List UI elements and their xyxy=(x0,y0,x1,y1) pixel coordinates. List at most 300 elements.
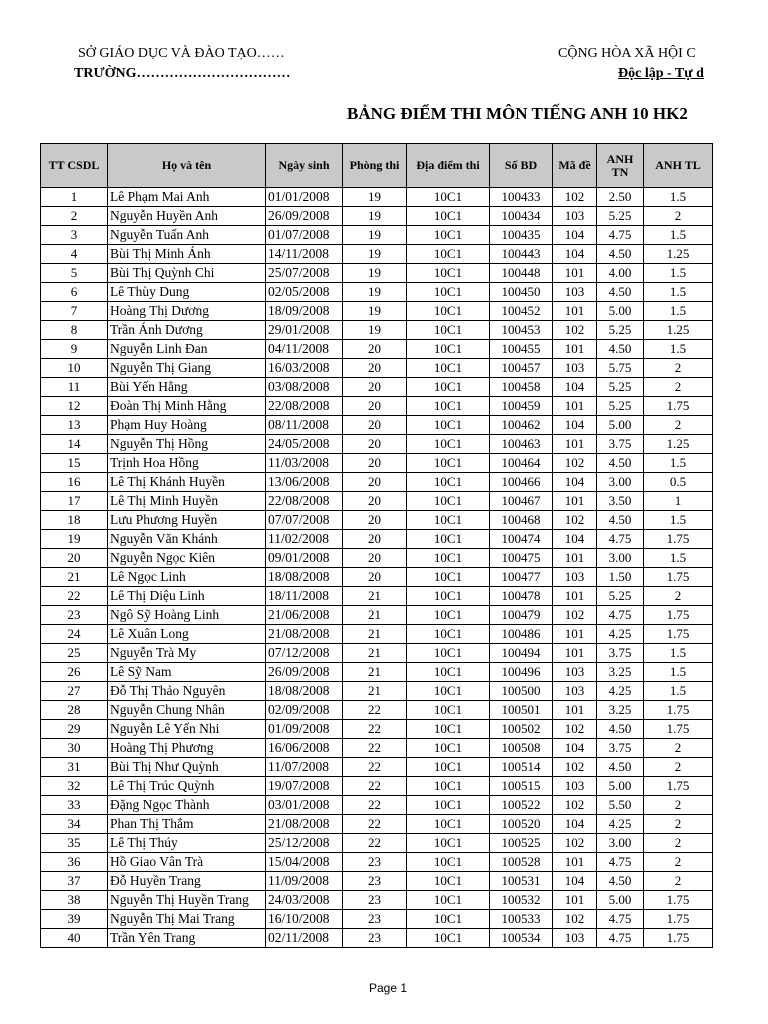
anh-tn-score-cell: 5.00 xyxy=(597,416,644,435)
candidate-number-cell: 100514 xyxy=(490,758,553,777)
candidate-number-cell: 100457 xyxy=(490,359,553,378)
anh-tl-score-cell: 1.5 xyxy=(644,644,713,663)
birth-date-cell: 16/10/2008 xyxy=(266,910,343,929)
national-title: CỘNG HÒA XÃ HỘI C xyxy=(558,46,696,61)
student-name-cell: Lê Thùy Dung xyxy=(108,283,266,302)
row-number-cell: 6 xyxy=(41,283,108,302)
anh-tn-score-cell: 3.00 xyxy=(597,549,644,568)
table-row xyxy=(41,853,713,872)
student-name-cell: Nguyễn Linh Đan xyxy=(108,340,266,359)
anh-tn-score-cell: 4.75 xyxy=(597,606,644,625)
exam-location-cell: 10C1 xyxy=(407,891,490,910)
student-name-cell: Bùi Yến Hằng xyxy=(108,378,266,397)
table-row xyxy=(41,188,713,207)
anh-tl-score-cell: 1.75 xyxy=(644,625,713,644)
exam-room-cell: 22 xyxy=(343,796,407,815)
table-row xyxy=(41,473,713,492)
table-row xyxy=(41,340,713,359)
anh-tn-score-cell: 4.25 xyxy=(597,815,644,834)
candidate-number-cell: 100515 xyxy=(490,777,553,796)
student-name-cell: Phạm Huy Hoàng xyxy=(108,416,266,435)
birth-date-cell: 13/06/2008 xyxy=(266,473,343,492)
exam-room-cell: 19 xyxy=(343,245,407,264)
candidate-number-cell: 100452 xyxy=(490,302,553,321)
exam-code-cell: 103 xyxy=(553,568,597,587)
row-number-cell: 1 xyxy=(41,188,108,207)
anh-tl-score-cell: 1.75 xyxy=(644,929,713,948)
exam-code-cell: 101 xyxy=(553,302,597,321)
candidate-number-cell: 100496 xyxy=(490,663,553,682)
exam-room-cell: 23 xyxy=(343,853,407,872)
anh-tn-score-cell: 4.75 xyxy=(597,910,644,929)
birth-date-cell: 16/06/2008 xyxy=(266,739,343,758)
anh-tl-score-cell: 1.75 xyxy=(644,701,713,720)
table-row xyxy=(41,910,713,929)
birth-date-cell: 11/07/2008 xyxy=(266,758,343,777)
exam-code-cell: 101 xyxy=(553,549,597,568)
anh-tl-score-cell: 1.75 xyxy=(644,910,713,929)
exam-code-cell: 104 xyxy=(553,245,597,264)
candidate-number-cell: 100467 xyxy=(490,492,553,511)
table-row xyxy=(41,359,713,378)
exam-room-cell: 20 xyxy=(343,340,407,359)
anh-tn-score-cell: 3.00 xyxy=(597,834,644,853)
exam-location-cell: 10C1 xyxy=(407,625,490,644)
student-name-cell: Trần Ánh Dương xyxy=(108,321,266,340)
anh-tl-score-cell: 1.5 xyxy=(644,283,713,302)
exam-code-cell: 102 xyxy=(553,454,597,473)
exam-location-cell: 10C1 xyxy=(407,397,490,416)
anh-tl-score-cell: 0.5 xyxy=(644,473,713,492)
exam-code-cell: 104 xyxy=(553,815,597,834)
birth-date-cell: 18/08/2008 xyxy=(266,682,343,701)
anh-tn-score-cell: 2.50 xyxy=(597,188,644,207)
exam-location-cell: 10C1 xyxy=(407,682,490,701)
anh-tl-score-cell: 2 xyxy=(644,378,713,397)
table-row xyxy=(41,606,713,625)
table-row xyxy=(41,796,713,815)
row-number-cell: 32 xyxy=(41,777,108,796)
row-number-cell: 28 xyxy=(41,701,108,720)
exam-location-cell: 10C1 xyxy=(407,530,490,549)
candidate-number-cell: 100474 xyxy=(490,530,553,549)
exam-code-cell: 102 xyxy=(553,511,597,530)
student-name-cell: Đoàn Thị Minh Hằng xyxy=(108,397,266,416)
anh-tl-score-cell: 1.75 xyxy=(644,777,713,796)
exam-room-cell: 21 xyxy=(343,625,407,644)
anh-tl-score-cell: 2 xyxy=(644,834,713,853)
exam-code-cell: 104 xyxy=(553,739,597,758)
exam-location-cell: 10C1 xyxy=(407,720,490,739)
anh-tn-score-cell: 3.50 xyxy=(597,492,644,511)
exam-location-cell: 10C1 xyxy=(407,416,490,435)
table-row xyxy=(41,682,713,701)
anh-tl-score-cell: 1.5 xyxy=(644,302,713,321)
exam-code-cell: 102 xyxy=(553,720,597,739)
birth-date-cell: 24/03/2008 xyxy=(266,891,343,910)
row-number-cell: 33 xyxy=(41,796,108,815)
exam-location-cell: 10C1 xyxy=(407,853,490,872)
grades-table xyxy=(40,143,713,948)
exam-code-cell: 101 xyxy=(553,435,597,454)
anh-tl-score-cell: 1.5 xyxy=(644,340,713,359)
exam-location-cell: 10C1 xyxy=(407,283,490,302)
national-motto: Độc lập - Tự d xyxy=(618,66,704,81)
exam-room-cell: 20 xyxy=(343,378,407,397)
birth-date-cell: 01/01/2008 xyxy=(266,188,343,207)
exam-room-cell: 23 xyxy=(343,910,407,929)
anh-tn-score-cell: 5.25 xyxy=(597,397,644,416)
anh-tn-score-cell: 4.75 xyxy=(597,530,644,549)
exam-room-cell: 21 xyxy=(343,663,407,682)
student-name-cell: Nguyễn Huyền Anh xyxy=(108,207,266,226)
exam-location-cell: 10C1 xyxy=(407,378,490,397)
student-name-cell: Lưu Phương Huyền xyxy=(108,511,266,530)
anh-tn-score-cell: 4.75 xyxy=(597,929,644,948)
student-name-cell: Nguyễn Lê Yến Nhi xyxy=(108,720,266,739)
anh-tn-score-cell: 4.50 xyxy=(597,245,644,264)
exam-room-cell: 23 xyxy=(343,891,407,910)
student-name-cell: Hoàng Thị Dương xyxy=(108,302,266,321)
table-row xyxy=(41,777,713,796)
table-row xyxy=(41,397,713,416)
student-name-cell: Hồ Giao Vân Trà xyxy=(108,853,266,872)
exam-code-cell: 101 xyxy=(553,701,597,720)
birth-date-cell: 24/05/2008 xyxy=(266,435,343,454)
exam-room-cell: 20 xyxy=(343,454,407,473)
row-number-cell: 15 xyxy=(41,454,108,473)
student-name-cell: Nguyễn Văn Khánh xyxy=(108,530,266,549)
anh-tn-score-cell: 4.00 xyxy=(597,264,644,283)
exam-code-cell: 101 xyxy=(553,853,597,872)
exam-code-cell: 104 xyxy=(553,872,597,891)
column-header-name: Họ và tên xyxy=(108,144,266,188)
student-name-cell: Trần Yên Trang xyxy=(108,929,266,948)
exam-code-cell: 101 xyxy=(553,264,597,283)
table-row xyxy=(41,226,713,245)
candidate-number-cell: 100463 xyxy=(490,435,553,454)
table-row xyxy=(41,454,713,473)
exam-code-cell: 101 xyxy=(553,587,597,606)
anh-tl-score-cell: 1.5 xyxy=(644,226,713,245)
anh-tl-score-cell: 1.5 xyxy=(644,663,713,682)
exam-location-cell: 10C1 xyxy=(407,226,490,245)
candidate-number-cell: 100528 xyxy=(490,853,553,872)
birth-date-cell: 25/12/2008 xyxy=(266,834,343,853)
table-row xyxy=(41,739,713,758)
table-row xyxy=(41,815,713,834)
exam-location-cell: 10C1 xyxy=(407,758,490,777)
birth-date-cell: 07/07/2008 xyxy=(266,511,343,530)
exam-room-cell: 20 xyxy=(343,435,407,454)
table-row xyxy=(41,568,713,587)
exam-room-cell: 20 xyxy=(343,568,407,587)
candidate-number-cell: 100479 xyxy=(490,606,553,625)
exam-location-cell: 10C1 xyxy=(407,701,490,720)
table-row xyxy=(41,511,713,530)
anh-tn-score-cell: 4.50 xyxy=(597,872,644,891)
anh-tl-score-cell: 2 xyxy=(644,416,713,435)
birth-date-cell: 26/09/2008 xyxy=(266,663,343,682)
exam-code-cell: 101 xyxy=(553,492,597,511)
anh-tl-score-cell: 1.75 xyxy=(644,720,713,739)
birth-date-cell: 03/01/2008 xyxy=(266,796,343,815)
exam-code-cell: 102 xyxy=(553,834,597,853)
student-name-cell: Trịnh Hoa Hồng xyxy=(108,454,266,473)
exam-code-cell: 101 xyxy=(553,397,597,416)
birth-date-cell: 14/11/2008 xyxy=(266,245,343,264)
row-number-cell: 24 xyxy=(41,625,108,644)
exam-location-cell: 10C1 xyxy=(407,264,490,283)
candidate-number-cell: 100478 xyxy=(490,587,553,606)
exam-room-cell: 21 xyxy=(343,587,407,606)
anh-tn-score-cell: 5.25 xyxy=(597,207,644,226)
table-header-row xyxy=(41,144,713,188)
row-number-cell: 3 xyxy=(41,226,108,245)
anh-tl-score-cell: 1.5 xyxy=(644,264,713,283)
row-number-cell: 38 xyxy=(41,891,108,910)
anh-tl-score-cell: 2 xyxy=(644,207,713,226)
table-row xyxy=(41,302,713,321)
candidate-number-cell: 100533 xyxy=(490,910,553,929)
exam-room-cell: 20 xyxy=(343,530,407,549)
candidate-number-cell: 100525 xyxy=(490,834,553,853)
student-name-cell: Lê Phạm Mai Anh xyxy=(108,188,266,207)
table-row xyxy=(41,264,713,283)
student-name-cell: Đặng Ngọc Thành xyxy=(108,796,266,815)
table-row xyxy=(41,549,713,568)
student-name-cell: Lê Thị Minh Huyền xyxy=(108,492,266,511)
birth-date-cell: 18/09/2008 xyxy=(266,302,343,321)
anh-tn-score-cell: 3.00 xyxy=(597,473,644,492)
table-row xyxy=(41,435,713,454)
student-name-cell: Nguyễn Thị Hồng xyxy=(108,435,266,454)
birth-date-cell: 15/04/2008 xyxy=(266,853,343,872)
student-name-cell: Ngô Sỹ Hoàng Linh xyxy=(108,606,266,625)
column-header-exam-code: Mã đề xyxy=(553,144,597,188)
birth-date-cell: 16/03/2008 xyxy=(266,359,343,378)
exam-code-cell: 103 xyxy=(553,283,597,302)
birth-date-cell: 01/07/2008 xyxy=(266,226,343,245)
exam-code-cell: 104 xyxy=(553,226,597,245)
table-row xyxy=(41,492,713,511)
anh-tn-score-cell: 3.75 xyxy=(597,739,644,758)
candidate-number-cell: 100532 xyxy=(490,891,553,910)
candidate-number-cell: 100434 xyxy=(490,207,553,226)
anh-tl-score-cell: 2 xyxy=(644,587,713,606)
candidate-number-cell: 100464 xyxy=(490,454,553,473)
birth-date-cell: 02/11/2008 xyxy=(266,929,343,948)
row-number-cell: 12 xyxy=(41,397,108,416)
exam-location-cell: 10C1 xyxy=(407,644,490,663)
anh-tl-score-cell: 2 xyxy=(644,359,713,378)
exam-room-cell: 21 xyxy=(343,682,407,701)
exam-room-cell: 22 xyxy=(343,777,407,796)
row-number-cell: 16 xyxy=(41,473,108,492)
exam-room-cell: 20 xyxy=(343,473,407,492)
anh-tn-score-cell: 3.25 xyxy=(597,701,644,720)
exam-code-cell: 103 xyxy=(553,929,597,948)
student-name-cell: Nguyễn Thị Huyền Trang xyxy=(108,891,266,910)
column-header-tt: TT CSDL xyxy=(41,144,108,188)
anh-tn-score-cell: 5.00 xyxy=(597,302,644,321)
table-row xyxy=(41,872,713,891)
exam-room-cell: 22 xyxy=(343,834,407,853)
table-row xyxy=(41,644,713,663)
candidate-number-cell: 100468 xyxy=(490,511,553,530)
anh-tl-score-cell: 1.5 xyxy=(644,549,713,568)
row-number-cell: 20 xyxy=(41,549,108,568)
exam-location-cell: 10C1 xyxy=(407,777,490,796)
table-row xyxy=(41,720,713,739)
row-number-cell: 40 xyxy=(41,929,108,948)
birth-date-cell: 11/03/2008 xyxy=(266,454,343,473)
birth-date-cell: 09/01/2008 xyxy=(266,549,343,568)
table-row xyxy=(41,245,713,264)
anh-tn-score-cell: 5.25 xyxy=(597,587,644,606)
exam-code-cell: 103 xyxy=(553,777,597,796)
exam-room-cell: 22 xyxy=(343,701,407,720)
anh-tn-score-cell: 4.75 xyxy=(597,853,644,872)
birth-date-cell: 29/01/2008 xyxy=(266,321,343,340)
birth-date-cell: 22/08/2008 xyxy=(266,492,343,511)
anh-tl-score-cell: 2 xyxy=(644,853,713,872)
anh-tn-score-cell: 4.50 xyxy=(597,758,644,777)
exam-code-cell: 103 xyxy=(553,359,597,378)
table-row xyxy=(41,663,713,682)
exam-code-cell: 103 xyxy=(553,682,597,701)
exam-code-cell: 102 xyxy=(553,796,597,815)
anh-tn-score-cell: 4.50 xyxy=(597,454,644,473)
anh-tl-score-cell: 1.5 xyxy=(644,511,713,530)
anh-tn-score-cell: 5.25 xyxy=(597,321,644,340)
candidate-number-cell: 100466 xyxy=(490,473,553,492)
exam-location-cell: 10C1 xyxy=(407,587,490,606)
row-number-cell: 5 xyxy=(41,264,108,283)
candidate-number-cell: 100455 xyxy=(490,340,553,359)
row-number-cell: 37 xyxy=(41,872,108,891)
exam-location-cell: 10C1 xyxy=(407,929,490,948)
birth-date-cell: 02/05/2008 xyxy=(266,283,343,302)
anh-tl-score-cell: 2 xyxy=(644,872,713,891)
anh-tn-score-cell: 3.75 xyxy=(597,435,644,454)
student-name-cell: Nguyễn Chung Nhân xyxy=(108,701,266,720)
table-row xyxy=(41,530,713,549)
birth-date-cell: 07/12/2008 xyxy=(266,644,343,663)
row-number-cell: 25 xyxy=(41,644,108,663)
anh-tl-score-cell: 1.25 xyxy=(644,321,713,340)
row-number-cell: 22 xyxy=(41,587,108,606)
candidate-number-cell: 100443 xyxy=(490,245,553,264)
birth-date-cell: 25/07/2008 xyxy=(266,264,343,283)
candidate-number-cell: 100459 xyxy=(490,397,553,416)
exam-location-cell: 10C1 xyxy=(407,568,490,587)
row-number-cell: 14 xyxy=(41,435,108,454)
exam-room-cell: 19 xyxy=(343,207,407,226)
exam-code-cell: 101 xyxy=(553,340,597,359)
row-number-cell: 34 xyxy=(41,815,108,834)
birth-date-cell: 19/07/2008 xyxy=(266,777,343,796)
exam-code-cell: 101 xyxy=(553,625,597,644)
exam-room-cell: 19 xyxy=(343,188,407,207)
exam-location-cell: 10C1 xyxy=(407,663,490,682)
table-row xyxy=(41,891,713,910)
exam-location-cell: 10C1 xyxy=(407,606,490,625)
student-name-cell: Bùi Thị Minh Ánh xyxy=(108,245,266,264)
exam-code-cell: 103 xyxy=(553,207,597,226)
table-row xyxy=(41,834,713,853)
exam-location-cell: 10C1 xyxy=(407,359,490,378)
table-body xyxy=(41,188,713,948)
anh-tn-score-cell: 1.50 xyxy=(597,568,644,587)
exam-room-cell: 22 xyxy=(343,815,407,834)
row-number-cell: 4 xyxy=(41,245,108,264)
exam-code-cell: 102 xyxy=(553,758,597,777)
candidate-number-cell: 100500 xyxy=(490,682,553,701)
exam-location-cell: 10C1 xyxy=(407,435,490,454)
exam-room-cell: 19 xyxy=(343,283,407,302)
row-number-cell: 23 xyxy=(41,606,108,625)
student-name-cell: Nguyễn Ngọc Kiên xyxy=(108,549,266,568)
exam-code-cell: 104 xyxy=(553,473,597,492)
exam-location-cell: 10C1 xyxy=(407,549,490,568)
student-name-cell: Đỗ Thị Thảo Nguyên xyxy=(108,682,266,701)
anh-tn-score-cell: 4.50 xyxy=(597,340,644,359)
exam-room-cell: 19 xyxy=(343,264,407,283)
anh-tn-score-cell: 5.00 xyxy=(597,777,644,796)
anh-tl-score-cell: 1.5 xyxy=(644,682,713,701)
exam-room-cell: 21 xyxy=(343,606,407,625)
anh-tl-score-cell: 1.25 xyxy=(644,435,713,454)
exam-room-cell: 23 xyxy=(343,872,407,891)
exam-code-cell: 101 xyxy=(553,891,597,910)
candidate-number-cell: 100475 xyxy=(490,549,553,568)
exam-room-cell: 22 xyxy=(343,720,407,739)
table-row xyxy=(41,929,713,948)
row-number-cell: 39 xyxy=(41,910,108,929)
exam-location-cell: 10C1 xyxy=(407,796,490,815)
exam-code-cell: 104 xyxy=(553,378,597,397)
exam-code-cell: 101 xyxy=(553,644,597,663)
exam-location-cell: 10C1 xyxy=(407,207,490,226)
student-name-cell: Nguyễn Tuấn Anh xyxy=(108,226,266,245)
row-number-cell: 11 xyxy=(41,378,108,397)
birth-date-cell: 18/08/2008 xyxy=(266,568,343,587)
exam-room-cell: 20 xyxy=(343,492,407,511)
candidate-number-cell: 100534 xyxy=(490,929,553,948)
candidate-number-cell: 100531 xyxy=(490,872,553,891)
row-number-cell: 10 xyxy=(41,359,108,378)
exam-code-cell: 102 xyxy=(553,188,597,207)
table-row xyxy=(41,283,713,302)
birth-date-cell: 21/08/2008 xyxy=(266,625,343,644)
exam-location-cell: 10C1 xyxy=(407,910,490,929)
birth-date-cell: 21/06/2008 xyxy=(266,606,343,625)
table-row xyxy=(41,207,713,226)
candidate-number-cell: 100508 xyxy=(490,739,553,758)
exam-location-cell: 10C1 xyxy=(407,454,490,473)
student-name-cell: Lê Thị Diệu Linh xyxy=(108,587,266,606)
table-row xyxy=(41,416,713,435)
row-number-cell: 31 xyxy=(41,758,108,777)
birth-date-cell: 01/09/2008 xyxy=(266,720,343,739)
exam-room-cell: 22 xyxy=(343,739,407,758)
anh-tl-score-cell: 1.5 xyxy=(644,188,713,207)
student-name-cell: Bùi Thị Như Quỳnh xyxy=(108,758,266,777)
row-number-cell: 7 xyxy=(41,302,108,321)
anh-tl-score-cell: 2 xyxy=(644,815,713,834)
anh-tl-score-cell: 1.5 xyxy=(644,454,713,473)
